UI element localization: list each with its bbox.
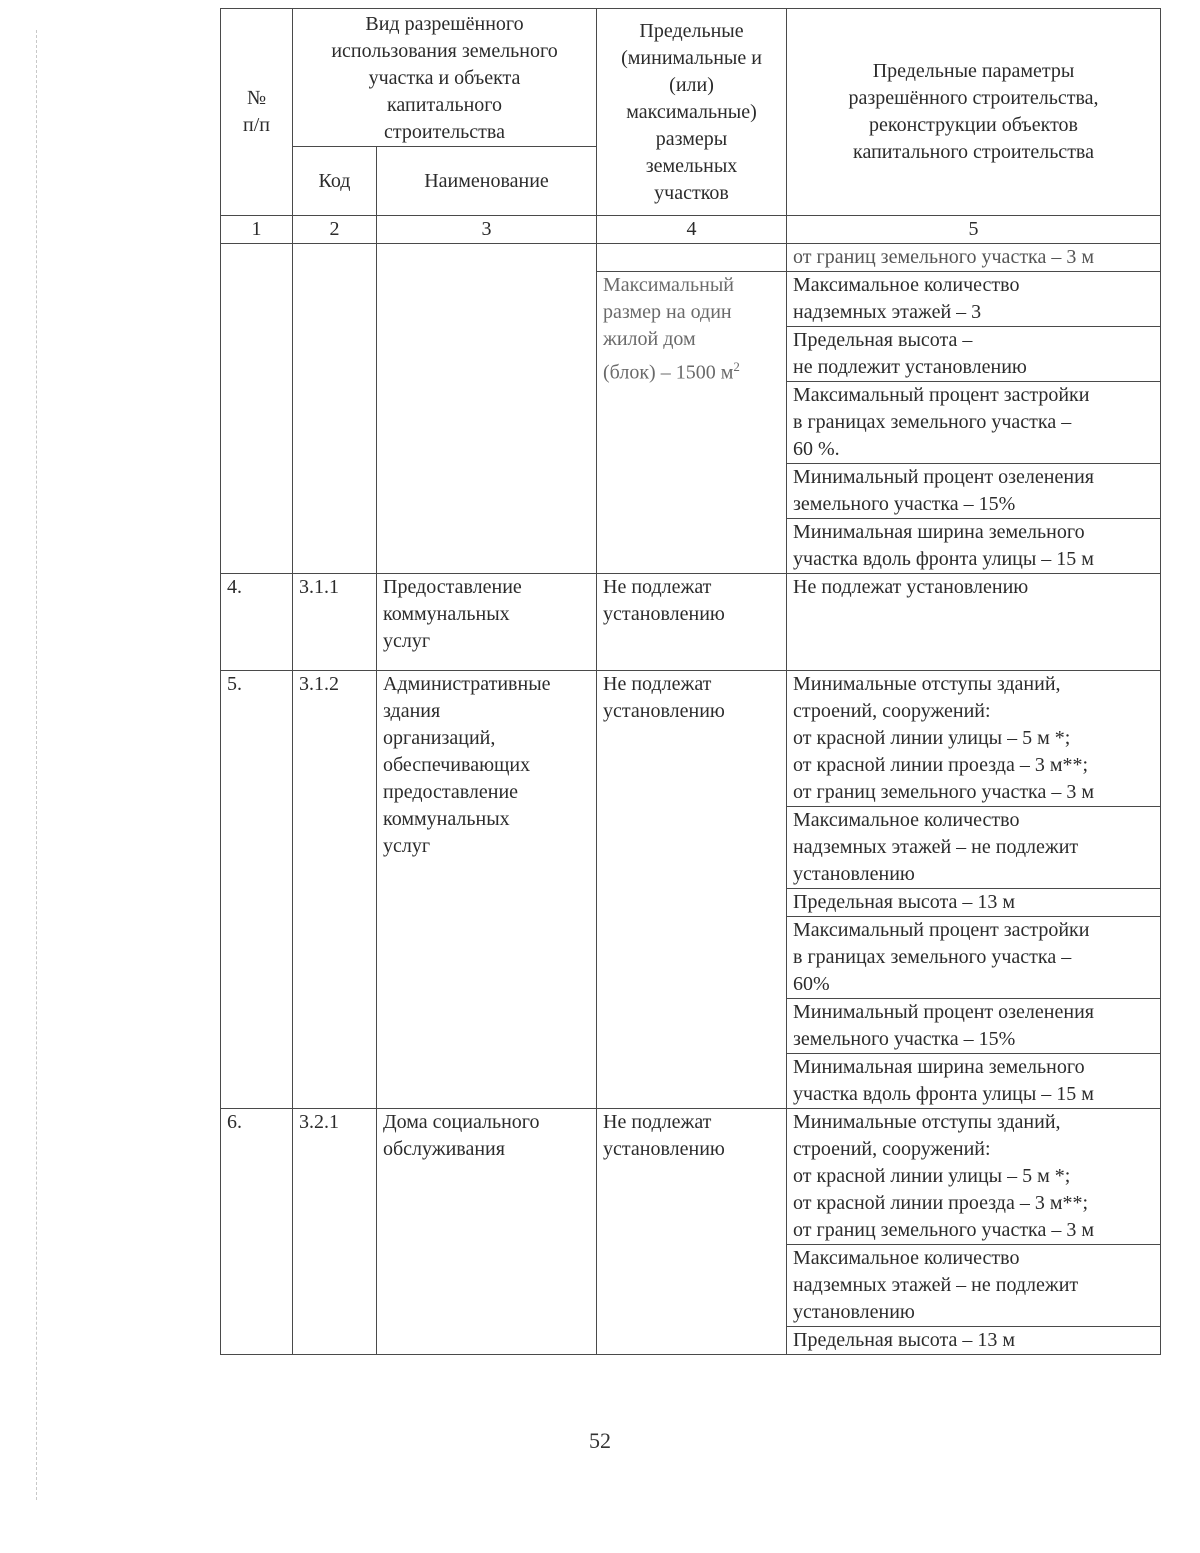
header-name: Наименование (377, 147, 597, 216)
row-number-cell: 5. (221, 671, 293, 1109)
scan-edge-line (36, 30, 37, 1500)
sizes-superscript: 2 (733, 359, 740, 374)
param-cell: Минимальная ширина земельного участка вдоль фронта улицы – 15 м (787, 519, 1161, 574)
param-cell: Максимальный процент застройки в границах земельного участка – 60% (787, 917, 1161, 999)
header-params: Предельные параметры разрешённого строительства, реконструкции объектов капитального строительства (787, 9, 1161, 216)
row-code-cell: 3.2.1 (293, 1109, 377, 1355)
param-cell: Не подлежат установлению (787, 574, 1161, 671)
param-cell: Максимальное количество надземных этажей – не подлежит установлению (787, 807, 1161, 889)
row-name-cell: Предоставление коммунальных услуг (377, 574, 597, 671)
row-sizes-cell (597, 244, 787, 272)
sizes-text: Максимальный размер на один жилой дом (блок) – 1500 м (603, 274, 734, 384)
param-cell: Минимальная ширина земельного участка вдоль фронта улицы – 15 м (787, 1054, 1161, 1109)
table-row (221, 244, 1161, 272)
table-header-row (221, 9, 1161, 147)
param-cell: Максимальный процент застройки в границах земельного участка – 60 %. (787, 382, 1161, 464)
param-cell: Предельная высота – 13 м (787, 889, 1161, 917)
param-cell: Минимальный процент озеленения земельного участка – 15% (787, 999, 1161, 1054)
row-number-cell (221, 244, 293, 574)
table-row (221, 1109, 1161, 1245)
param-cell: Максимальное количество надземных этажей – не подлежит установлению (787, 1245, 1161, 1327)
column-number: 2 (293, 216, 377, 244)
row-name-cell: Административные здания организаций, обеспечивающих предоставление коммунальных услуг (377, 671, 597, 1109)
row-code-cell: 3.1.1 (293, 574, 377, 671)
param-cell: Максимальное количество надземных этажей – 3 (787, 272, 1161, 327)
param-cell: Минимальный процент озеленения земельного участка – 15% (787, 464, 1161, 519)
column-number: 5 (787, 216, 1161, 244)
column-number: 4 (597, 216, 787, 244)
param-cell: Минимальные отступы зданий, строений, сооружений: от красной линии улицы – 5 м *; от красной линии проезда – 3 м**; от границ земельного участка – 3 м (787, 1109, 1161, 1245)
regulations-table (220, 8, 1161, 1355)
page-number: 52 (589, 1428, 611, 1453)
row-name-cell (377, 244, 597, 574)
row-number-cell: 4. (221, 574, 293, 671)
row-number-cell: 6. (221, 1109, 293, 1355)
param-cell: Минимальные отступы зданий, строений, сооружений: от красной линии улицы – 5 м *; от красной линии проезда – 3 м**; от границ земельного участка – 3 м (787, 671, 1161, 807)
column-number: 3 (377, 216, 597, 244)
row-name-cell: Дома социального обслуживания (377, 1109, 597, 1355)
table-row (221, 574, 1161, 671)
header-number: № п/п (221, 9, 293, 216)
row-sizes-cell: Не подлежат установлению (597, 1109, 787, 1355)
row-sizes-cell: Не подлежат установлению (597, 671, 787, 1109)
column-number: 1 (221, 216, 293, 244)
header-code: Код (293, 147, 377, 216)
header-sizes: Предельные (минимальные и (или) максимальные) размеры земельных участков (597, 9, 787, 216)
row-code-cell (293, 244, 377, 574)
param-cell: Предельная высота – 13 м (787, 1327, 1161, 1355)
param-cell: от границ земельного участка – 3 м (787, 244, 1161, 272)
row-code-cell: 3.1.2 (293, 671, 377, 1109)
row-sizes-cell: Не подлежат установлению (597, 574, 787, 671)
table-row (221, 671, 1161, 807)
header-type-group: Вид разрешённого использования земельного участка и объекта капитального строительства (293, 9, 597, 147)
param-cell: Предельная высота – не подлежит установлению (787, 327, 1161, 382)
row-sizes-cell (597, 272, 787, 574)
regulations-table-wrapper (220, 8, 1160, 1355)
column-numbers-row (221, 216, 1161, 244)
